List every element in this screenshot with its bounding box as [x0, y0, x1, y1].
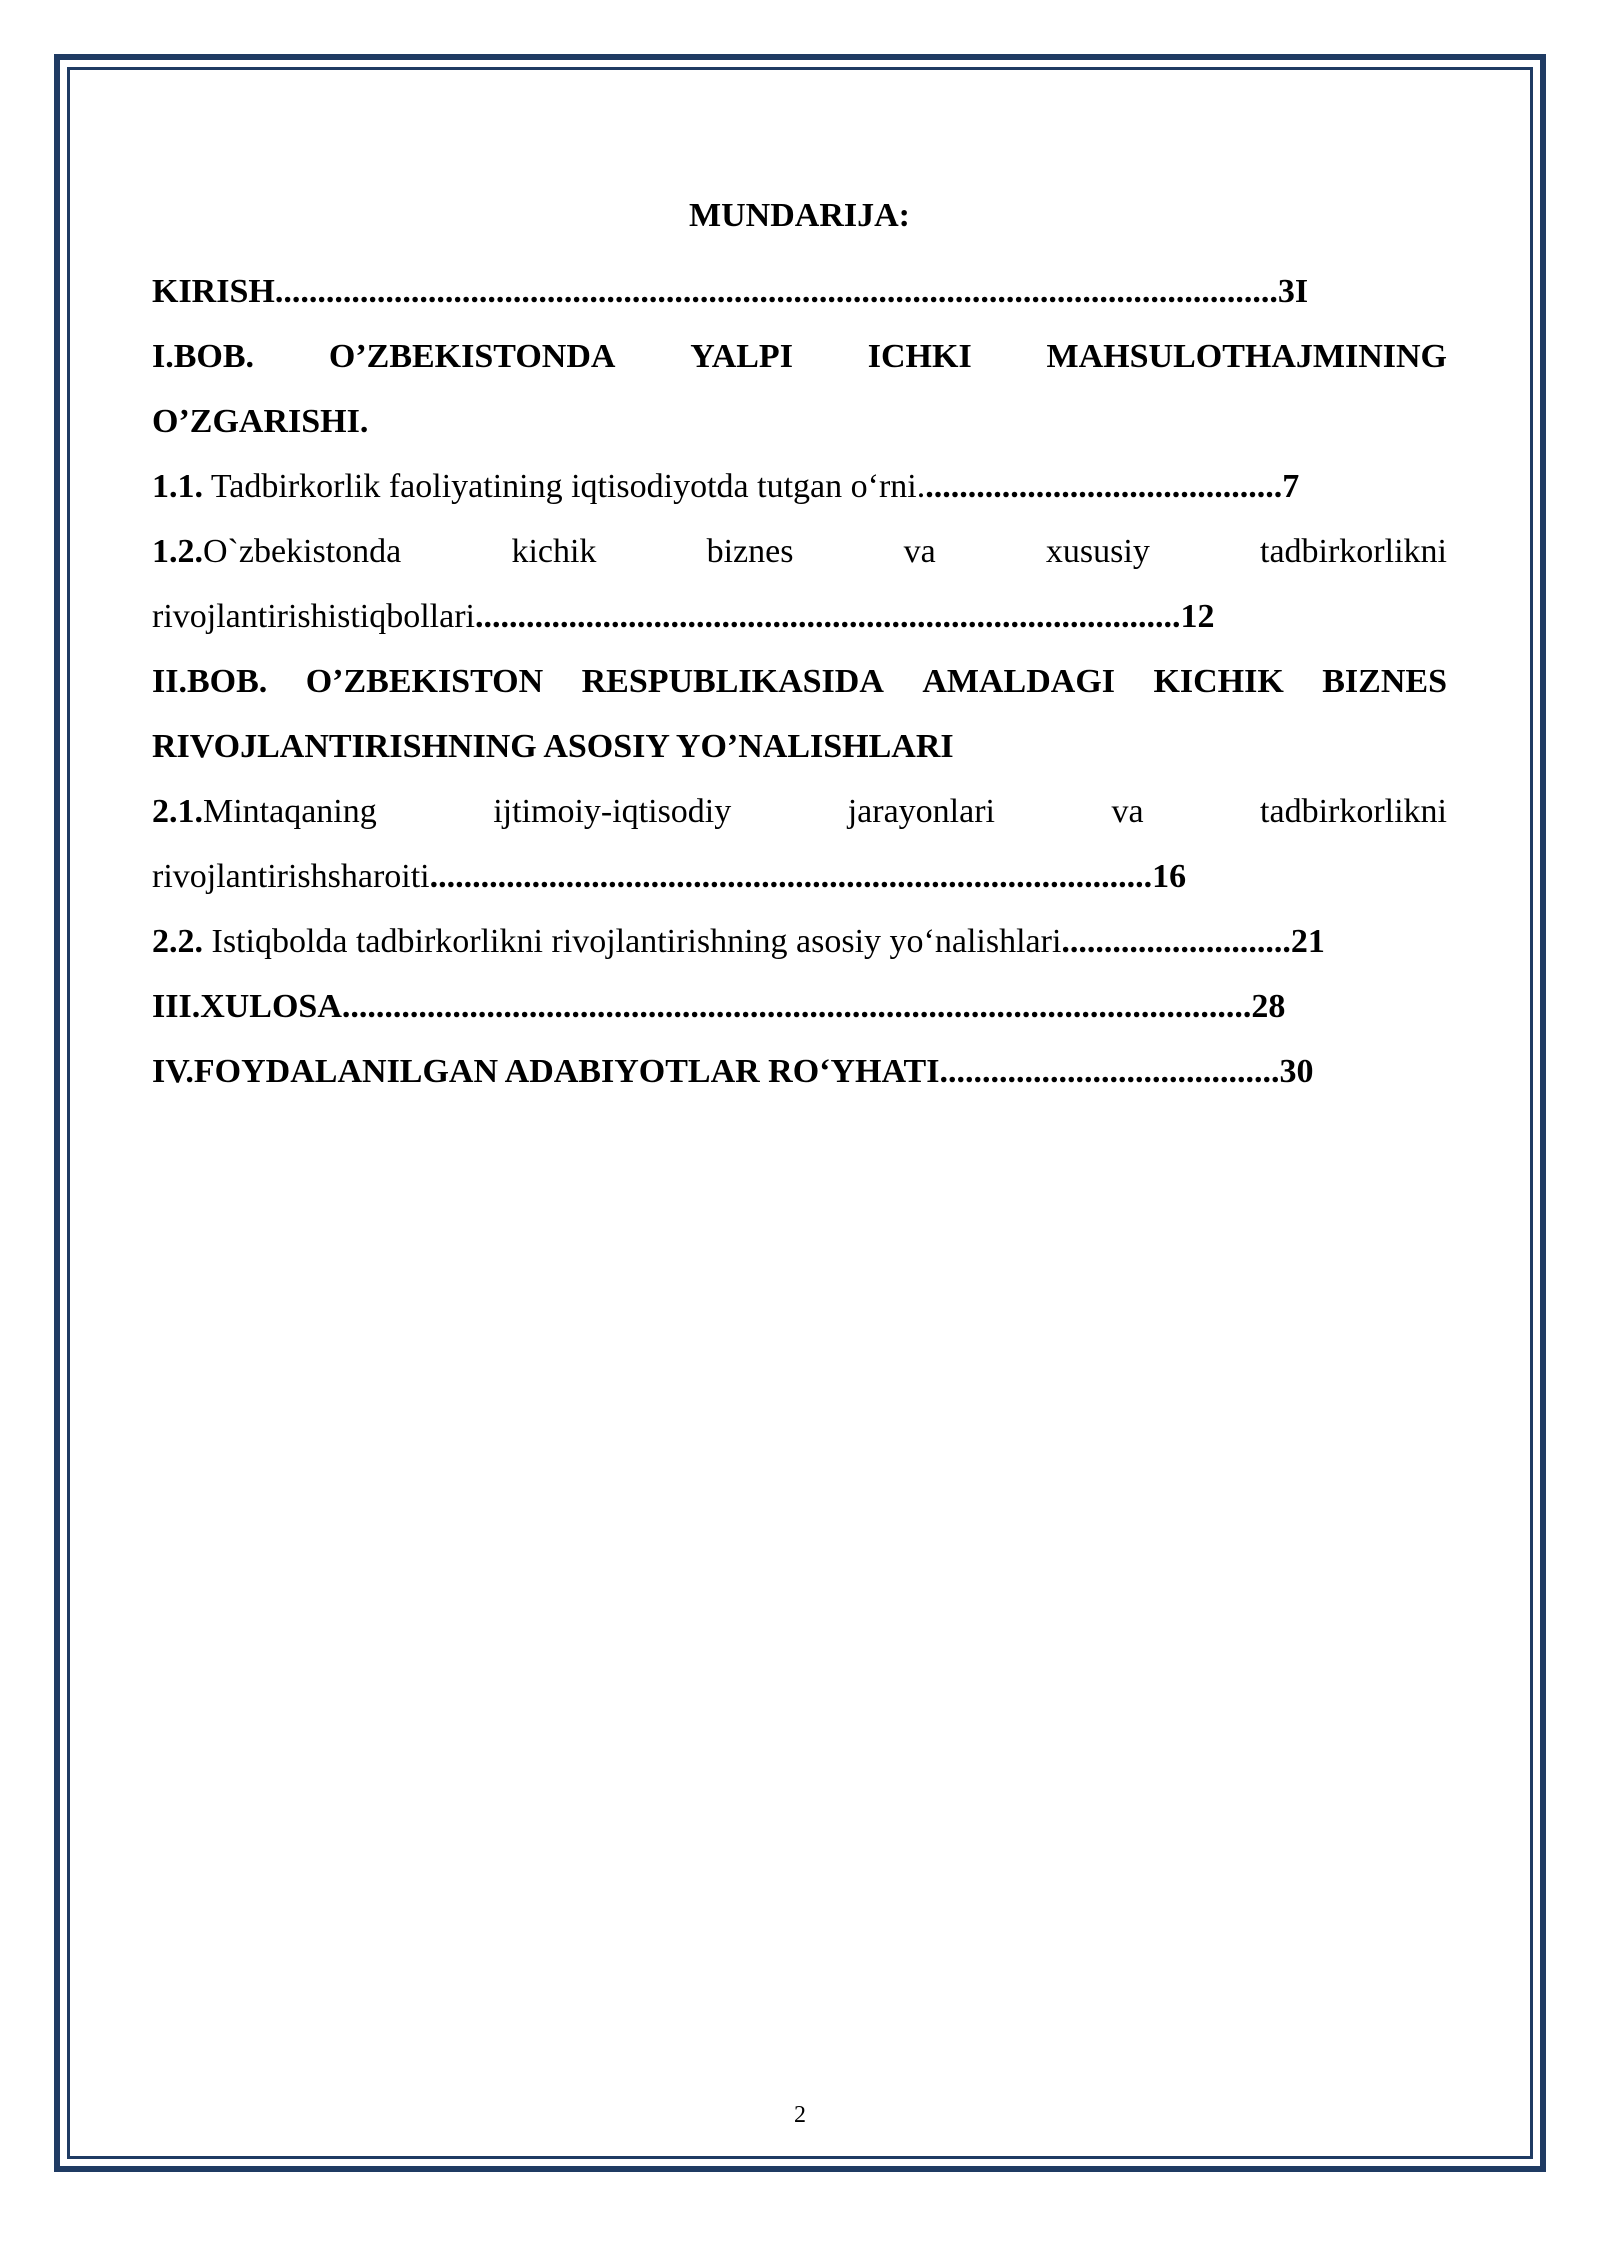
toc-section-number: 1.2. [152, 533, 203, 570]
toc-page-number: 28 [1251, 988, 1286, 1025]
toc-entry-label: Tadbirkorlik faoliyatining iqtisodiyotda tutgan o‘rni. [203, 468, 926, 505]
toc-entry-label: Istiqbolda tadbirkorlikni rivojlantirishning asosiy yo‘nalishlari [203, 923, 1062, 960]
toc-entry-label: rivojlantirishsharoiti [152, 858, 430, 895]
toc-page-number: 21 [1290, 923, 1325, 960]
toc-word: RESPUBLIKASIDA [581, 663, 884, 700]
toc-entry-1-1 [152, 454, 1447, 519]
toc-word [152, 519, 401, 584]
toc-chapter-1-line2: O’ZGARISHI. [152, 403, 369, 440]
toc-word: KICHIK [1153, 663, 1284, 700]
table-of-contents [152, 195, 1447, 1104]
toc-word: ICHKI [867, 338, 972, 375]
toc-word: BIZNES [1322, 663, 1447, 700]
toc-entry-label: III.XULOSA [152, 988, 342, 1025]
toc-word: MAHSULOTHAJMINING [1046, 338, 1447, 375]
toc-leader-dots: ................................................................................... [474, 598, 1181, 635]
toc-entry-2-1-line1 [152, 779, 1447, 844]
toc-word: va [1111, 793, 1144, 830]
toc-entry-adabiyotlar [152, 1039, 1447, 1104]
toc-entry-1-2-line1 [152, 519, 1447, 584]
toc-entry-label: rivojlantirishistiqbollari [152, 598, 475, 635]
toc-leader-dots: ...................................................................................................................... [274, 273, 1278, 310]
toc-page-number: 16 [1152, 858, 1187, 895]
toc-section-number: 2.1. [152, 793, 203, 830]
toc-page-number: 3I [1277, 273, 1309, 310]
toc-word: tadbirkorlikni [1260, 793, 1447, 830]
toc-word: YALPI [690, 338, 793, 375]
toc-page-number: 30 [1279, 1053, 1314, 1090]
toc-entry-2-1-line2 [152, 844, 1447, 909]
toc-leader-dots: ........................................................................................................... [341, 988, 1252, 1025]
toc-leader-dots: ........................................ [939, 1053, 1280, 1090]
toc-entry-1-2-line2 [152, 584, 1447, 649]
toc-chapter-2-line1 [152, 649, 1447, 714]
toc-word: I.BOB. [152, 338, 255, 375]
toc-word: tadbirkorlikni [1260, 533, 1447, 570]
toc-entry-2-2 [152, 909, 1447, 974]
toc-leader-dots: ..................................................................................... [429, 858, 1153, 895]
toc-word: jarayonlari [847, 793, 995, 830]
toc-section-number: 1.1. [152, 468, 203, 505]
toc-word: ijtimoiy-iqtisodiy [493, 793, 732, 830]
toc-section-number: 2.2. [152, 923, 203, 960]
toc-word: biznes [706, 533, 794, 570]
toc-entry-label: KIRISH [152, 273, 275, 310]
toc-word: II.BOB. [152, 663, 268, 700]
toc-word: va [903, 533, 936, 570]
toc-page-number: 12 [1180, 598, 1215, 635]
toc-entry-kirish [152, 259, 1447, 324]
toc-entry-xulosa [152, 974, 1447, 1039]
toc-leader-dots: ........................... [1061, 923, 1291, 960]
toc-word: AMALDAGI [922, 663, 1116, 700]
toc-page-number: 7 [1282, 468, 1300, 505]
toc-word-text: O`zbekistonda [203, 533, 402, 570]
toc-leader-dots: .......................................... [925, 468, 1283, 505]
toc-word: O’ZBEKISTON [305, 663, 544, 700]
toc-entry-label: IV.FOYDALANILGAN ADABIYOTLAR RO‘YHATI [152, 1053, 940, 1090]
toc-word: xususiy [1045, 533, 1150, 570]
toc-title: MUNDARIJA: [689, 197, 910, 234]
toc-word: kichik [511, 533, 597, 570]
toc-word-text: Mintaqaning [203, 793, 377, 830]
toc-word: O’ZBEKISTONDA [328, 338, 616, 375]
toc-chapter-1-line1 [152, 324, 1447, 389]
toc-word [152, 779, 377, 844]
toc-chapter-2-line2: RIVOJLANTIRISHNING ASOSIY YO’NALISHLARI [152, 728, 954, 765]
page-number: 2 [794, 2102, 806, 2128]
